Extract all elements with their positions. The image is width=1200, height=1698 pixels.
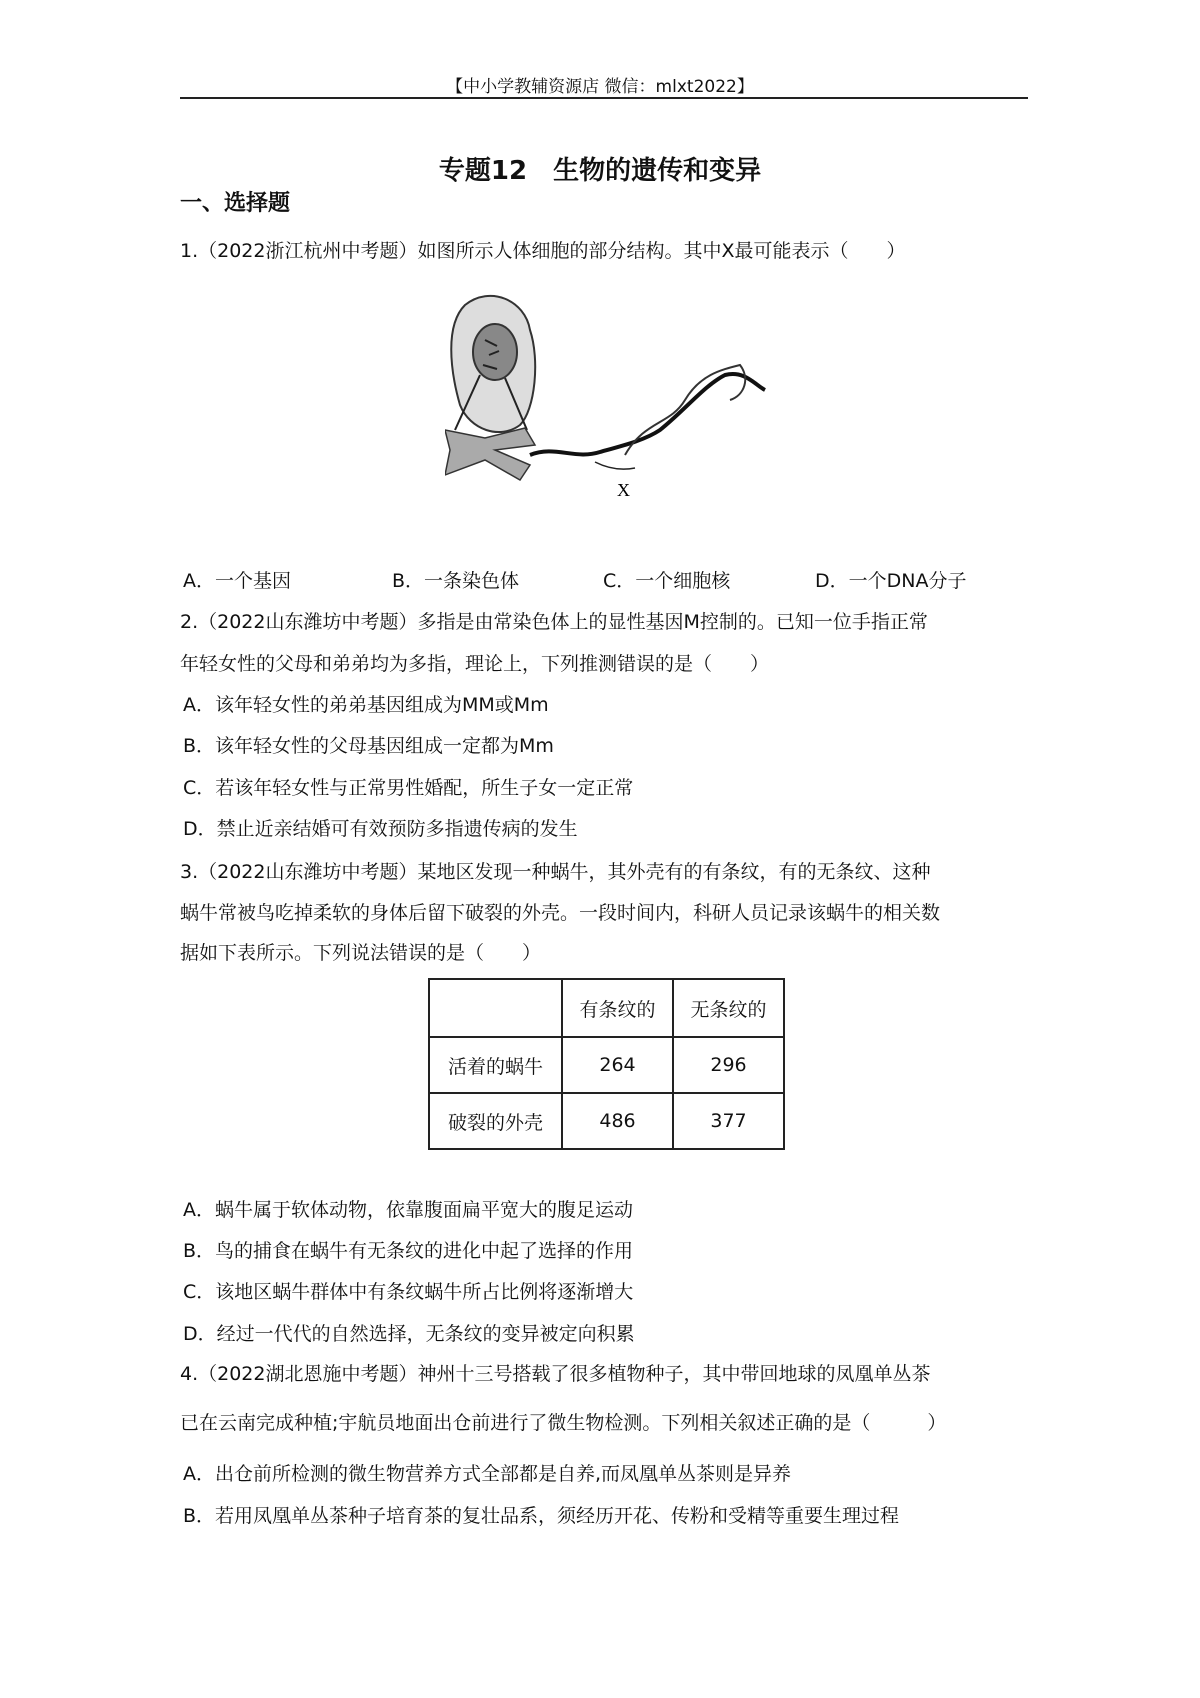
table-header-striped: 有条纹的: [562, 979, 673, 1037]
q4-stem-line1: 4.（2022湖北恩施中考题）神州十三号搭载了很多植物种子，其中带回地球的凤凰单丛茶: [180, 1363, 931, 1385]
table-cell: 296: [673, 1037, 784, 1093]
q1-stem: 1.（2022浙江杭州中考题）如图所示人体细胞的部分结构。其中X最可能表示（ ）: [180, 240, 906, 262]
q4-option-b: B．若用凤凰单丛茶种子培育茶的复壮品系，须经历开花、传粉和受精等重要生理过程: [183, 1505, 900, 1527]
q2-option-d: D．禁止近亲结婚可有效预防多指遗传病的发生: [183, 818, 578, 840]
q3-stem-line1: 3.（2022山东潍坊中考题）某地区发现一种蜗牛，其外壳有的有条纹，有的无条纹、这种: [180, 861, 931, 883]
q3-stem-line2: 蜗牛常被鸟吃掉柔软的身体后留下破裂的外壳。一段时间内，科研人员记录该蜗牛的相关数: [180, 902, 941, 924]
cell-dna-figure: [445, 290, 770, 505]
table-cell: 486: [562, 1093, 673, 1149]
q2-option-c: C．若该年轻女性与正常男性婚配，所生子女一定正常: [183, 777, 634, 799]
q4-stem-line2: 已在云南完成种植;宇航员地面出仓前进行了微生物检测。下列相关叙述正确的是（ ）: [180, 1412, 947, 1434]
table-header-unstriped: 无条纹的: [673, 979, 784, 1037]
q3-option-d: D．经过一代代的自然选择，无条纹的变异被定向积累: [183, 1323, 635, 1345]
table-row: [429, 1037, 784, 1093]
q3-stem-line3: 据如下表所示。下列说法错误的是（ ）: [180, 942, 542, 964]
q2-option-b: B．该年轻女性的父母基因组成一定都为Mm: [183, 735, 554, 757]
q2-stem-line2: 年轻女性的父母和弟弟均为多指，理论上，下列推测错误的是（ ）: [180, 653, 770, 675]
section-heading: 一、选择题: [180, 191, 291, 216]
table-row: [429, 1093, 784, 1149]
q3-option-a: A．蜗牛属于软体动物，依靠腹面扁平宽大的腹足运动: [183, 1199, 633, 1221]
q3-option-b: B．鸟的捕食在蜗牛有无条纹的进化中起了选择的作用: [183, 1240, 634, 1262]
table-cell: 377: [673, 1093, 784, 1149]
table-cell: 破裂的外壳: [429, 1093, 562, 1149]
q3-option-c: C．该地区蜗牛群体中有条纹蜗牛所占比例将逐渐增大: [183, 1281, 634, 1303]
table-cell: 264: [562, 1037, 673, 1093]
q1-option-c: C．一个细胞核: [603, 570, 731, 592]
table-cell: 活着的蜗牛: [429, 1037, 562, 1093]
figure-x-label: X: [617, 480, 630, 500]
q4-option-a: A．出仓前所检测的微生物营养方式全部都是自养,而凤凰单丛茶则是异养: [183, 1463, 792, 1485]
q1-option-a: A．一个基因: [183, 570, 291, 592]
q1-option-b: B．一条染色体: [392, 570, 520, 592]
snail-data-table: [428, 978, 785, 1150]
q2-option-a: A．该年轻女性的弟弟基因组成为MM或Mm: [183, 694, 549, 716]
q1-option-d: D．一个DNA分子: [815, 570, 967, 592]
q2-stem-line1: 2.（2022山东潍坊中考题）多指是由常染色体上的显性基因M控制的。已知一位手指正常: [180, 611, 928, 633]
page-header: 【中小学教辅资源店 微信：mlxt2022】: [446, 77, 754, 97]
header-divider: [180, 97, 1028, 99]
page-title: 专题12 生物的遗传和变异: [438, 156, 762, 186]
table-header-empty: [429, 979, 562, 1037]
